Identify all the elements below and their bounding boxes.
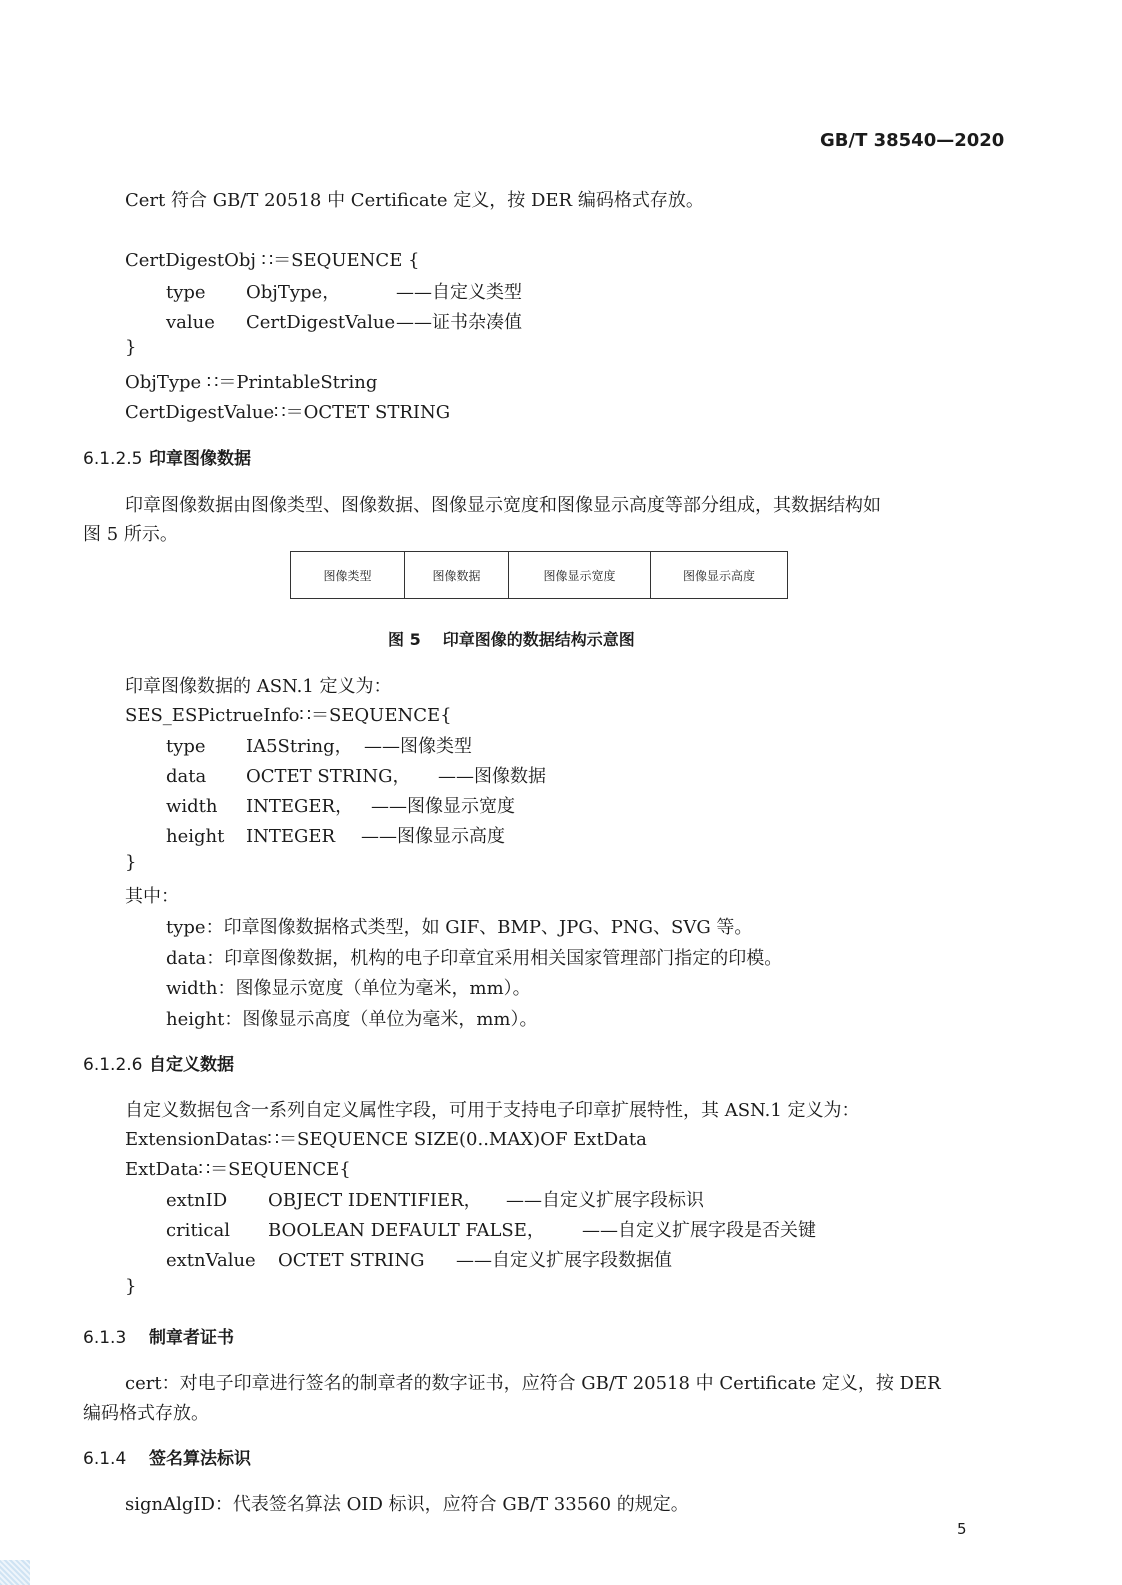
field-name: extnID xyxy=(166,1190,228,1211)
ext-field-row xyxy=(166,1186,704,1212)
paragraph-613-line1: cert：对电子印章进行签名的制章者的数字证书，应符合 GB/T 20518 中 Certificate 定义，按 DER xyxy=(125,1373,941,1394)
section-title: 签名算法标识 xyxy=(149,1449,251,1469)
field-type: BOOLEAN DEFAULT FALSE， xyxy=(268,1220,545,1241)
field-type: ObjType， xyxy=(246,282,341,303)
section-number: 6.1.4 xyxy=(83,1449,127,1469)
note-line: data：印章图像数据，机构的电子印章宜采用相关国家管理部门指定的印模。 xyxy=(166,948,783,969)
ext-field-row xyxy=(166,1216,816,1242)
field-type: IA5String， xyxy=(246,736,353,757)
paragraph-613-line2: 编码格式存放。 xyxy=(83,1403,209,1424)
pic-field-row xyxy=(166,732,472,758)
section-heading-614 xyxy=(83,1444,251,1469)
extdata-close: } xyxy=(125,1276,137,1297)
field-name: type xyxy=(166,736,206,757)
where-label: 其中： xyxy=(125,886,179,907)
extdata-open: ExtData∷＝SEQUENCE{ xyxy=(125,1159,351,1180)
page-number: 5 xyxy=(957,1520,967,1538)
figure-5-caption xyxy=(388,627,635,650)
sespictureinfo-open: SES_ESPictrueInfo∷＝SEQUENCE{ xyxy=(125,705,452,726)
section-heading-6126 xyxy=(83,1050,234,1075)
section-number: 6.1.2.6 xyxy=(83,1055,143,1075)
ext-field-row xyxy=(166,1246,672,1272)
field-comment: ——自定义扩展字段标识 xyxy=(506,1190,704,1211)
certdigestobj-open: CertDigestObj ∷＝SEQUENCE { xyxy=(125,250,420,271)
field-type: OCTET STRING， xyxy=(246,766,411,787)
field-type: CertDigestValue xyxy=(246,312,396,333)
figure-caption-number: 图 5 xyxy=(388,630,421,649)
section-title: 制章者证书 xyxy=(149,1328,234,1348)
certdigestvalue-definition: CertDigestValue∷＝OCTET STRING xyxy=(125,402,451,423)
field-type: INTEGER xyxy=(246,826,336,847)
field-type: OCTET STRING xyxy=(278,1250,425,1271)
section-heading-6125 xyxy=(83,444,251,469)
pic-field-row xyxy=(166,822,505,848)
field-comment: ——图像显示宽度 xyxy=(371,796,515,817)
field-name: value xyxy=(166,312,215,333)
section-heading-613 xyxy=(83,1323,234,1348)
field-comment: ——自定义类型 xyxy=(396,282,522,303)
field-comment: ——自定义扩展字段数据值 xyxy=(456,1250,672,1271)
extensiondatas-definition: ExtensionDatas∷＝SEQUENCE SIZE(0..MAX)OF ExtData xyxy=(125,1129,647,1150)
figure-cell-display-width: 图像显示宽度 xyxy=(509,552,651,598)
field-comment: ——证书杂凑值 xyxy=(396,312,522,333)
field-name: extnValue xyxy=(166,1250,256,1271)
paragraph-614: signAlgID：代表签名算法 OID 标识，应符合 GB/T 33560 的规定。 xyxy=(125,1494,689,1515)
sespictureinfo-close: } xyxy=(125,852,137,873)
certdigestobj-close: } xyxy=(125,337,137,358)
note-line: height：图像显示高度（单位为毫米，mm）。 xyxy=(166,1009,538,1030)
field-comment: ——图像显示高度 xyxy=(361,826,505,847)
section-title: 印章图像数据 xyxy=(149,449,251,469)
cert-definition-line: Cert 符合 GB/T 20518 中 Certificate 定义，按 DER 编码格式存放。 xyxy=(125,190,704,211)
figure-cell-image-type: 图像类型 xyxy=(291,552,405,598)
objtype-definition: ObjType ∷＝PrintableString xyxy=(125,372,378,393)
scan-artifact xyxy=(0,1560,30,1585)
note-line: width：图像显示宽度（单位为毫米，mm）。 xyxy=(166,978,531,999)
note-line: type：印章图像数据格式类型，如 GIF、BMP、JPG、PNG、SVG 等。 xyxy=(166,917,753,938)
field-name: data xyxy=(166,766,207,787)
field-type: OBJECT IDENTIFIER， xyxy=(268,1190,482,1211)
field-name: critical xyxy=(166,1220,231,1241)
asn-intro: 印章图像数据的 ASN.1 定义为： xyxy=(125,676,392,697)
paragraph-6125-line1: 印章图像数据由图像类型、图像数据、图像显示宽度和图像显示高度等部分组成，其数据结构如 xyxy=(125,495,881,516)
paragraph-6125-line2: 图 5 所示。 xyxy=(83,524,178,545)
field-name: height xyxy=(166,826,225,847)
field-comment: ——自定义扩展字段是否关键 xyxy=(582,1220,816,1241)
pic-field-row xyxy=(166,762,546,788)
pic-field-row xyxy=(166,792,515,818)
figure-5-structure-diagram xyxy=(290,551,788,599)
figure-cell-image-data: 图像数据 xyxy=(405,552,509,598)
field-comment: ——图像类型 xyxy=(364,736,472,757)
section-title: 自定义数据 xyxy=(149,1055,234,1075)
standard-code: GB/T 38540—2020 xyxy=(820,130,1005,151)
paragraph-6126: 自定义数据包含一系列自定义属性字段，可用于支持电子印章扩展特性，其 ASN.1 定义为： xyxy=(125,1100,860,1121)
cdo-type-row xyxy=(166,278,522,304)
field-name: width xyxy=(166,796,218,817)
field-type: INTEGER， xyxy=(246,796,354,817)
cdo-value-row xyxy=(166,308,522,334)
field-name: type xyxy=(166,282,206,303)
figure-caption-text: 印章图像的数据结构示意图 xyxy=(442,630,635,649)
field-comment: ——图像数据 xyxy=(438,766,546,787)
section-number: 6.1.3 xyxy=(83,1328,127,1348)
figure-cell-display-height: 图像显示高度 xyxy=(682,568,755,583)
section-number: 6.1.2.5 xyxy=(83,449,143,469)
